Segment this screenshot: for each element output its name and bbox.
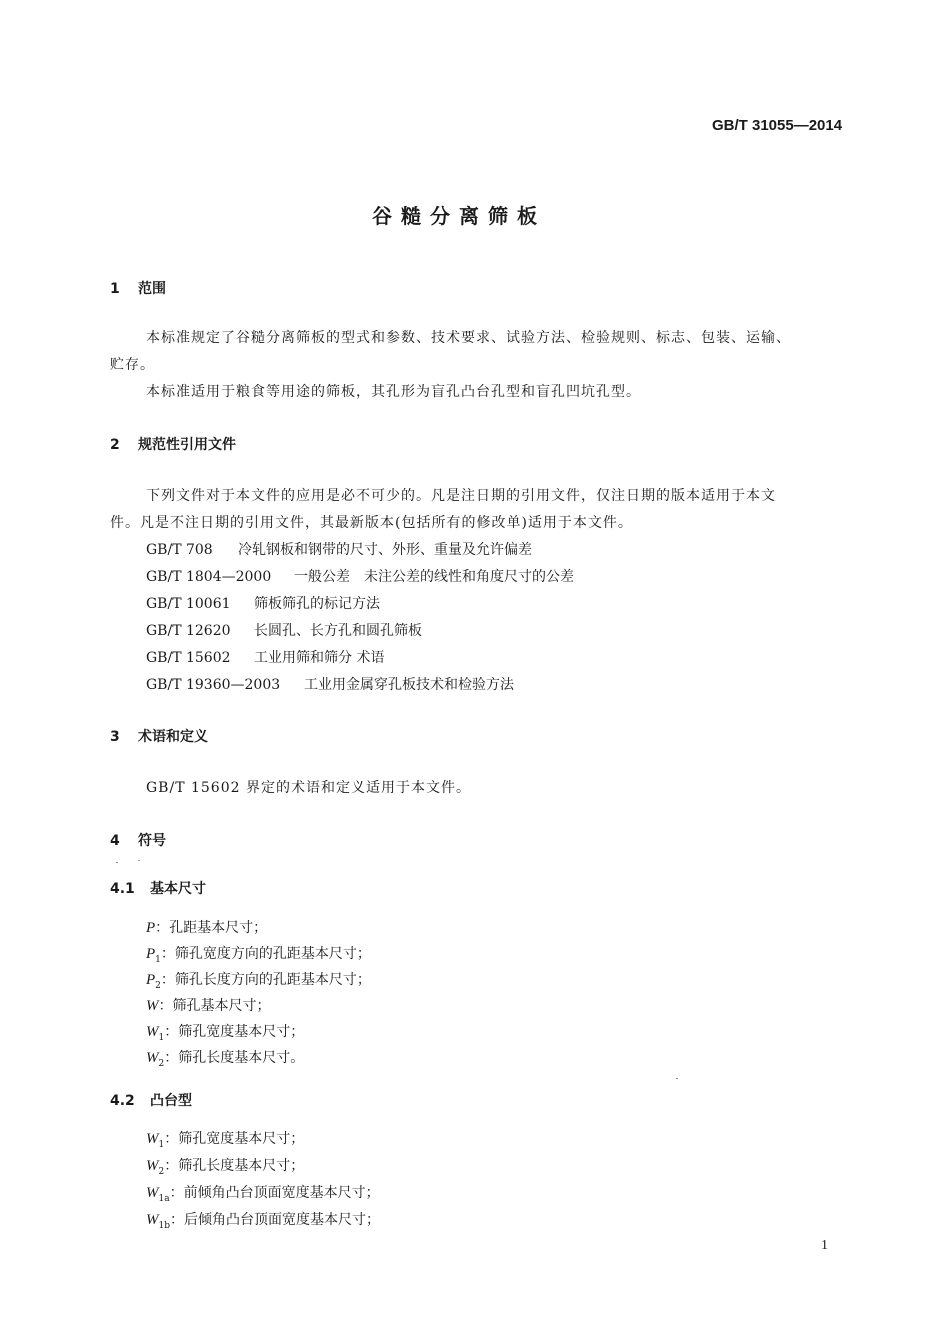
symbol-description: ：前倾角凸台顶面宽度基本尺寸； [169, 1185, 380, 1201]
reference-item [146, 620, 422, 640]
symbol-description: ：后倾角凸台顶面宽度基本尺寸； [170, 1212, 380, 1228]
section-title: 规范性引用文件 [138, 437, 236, 453]
symbol-description: ：筛孔宽度方向的孔距基本尺寸； [160, 946, 371, 962]
standard-code: GB/T 31055—2014 [712, 117, 843, 134]
symbol-subscript: 1a [158, 1193, 170, 1204]
symbol-item [146, 1155, 304, 1177]
scan-speck [676, 1078, 678, 1079]
symbol: W [146, 1131, 159, 1147]
section-number: 3 [110, 729, 120, 745]
paragraph: 本标准适用于粮食等用途的筛板，其孔形为盲孔凸台孔型和盲孔凹坑孔型。 [146, 384, 641, 400]
symbol-item [146, 969, 371, 991]
section-title: 符号 [138, 833, 166, 849]
reference-item [146, 674, 514, 694]
reference-title: 筛板筛孔的标记方法 [254, 596, 380, 612]
symbol: W [146, 1185, 159, 1201]
symbol-item [146, 1128, 304, 1150]
symbol-description: ：孔距基本尺寸； [155, 920, 268, 936]
section-title: 范围 [138, 281, 166, 297]
subsection-title: 凸台型 [150, 1093, 192, 1109]
reference-code: GB/T 1804—2000 [146, 569, 272, 585]
scan-speck [138, 860, 140, 861]
reference-code: GB/T 708 [146, 542, 213, 558]
symbol-subscript: 2 [155, 980, 161, 991]
reference-item [146, 566, 574, 586]
reference-title: 冷轧钢板和钢带的尺寸、外形、重量及允许偏差 [238, 542, 532, 558]
reference-item [146, 593, 380, 613]
reference-code: GB/T 10061 [146, 596, 231, 612]
reference-code: GB/T 15602 [146, 650, 231, 666]
symbol-item [146, 943, 371, 965]
paragraph: 本标准规定了谷糙分离筛板的型式和参数、技术要求、试验方法、检验规则、标志、包装、运输、 [146, 330, 791, 346]
symbol: P [146, 946, 156, 962]
reference-item [146, 539, 532, 559]
symbol-item [146, 1021, 304, 1043]
symbol-item [146, 1209, 380, 1231]
paragraph: 贮存。 [110, 357, 155, 373]
symbol-subscript: 2 [158, 1166, 165, 1177]
subsection-number: 4.2 [110, 1093, 135, 1109]
symbol-subscript: 1 [155, 954, 161, 965]
symbol-subscript: 1 [158, 1139, 165, 1150]
symbol: P [146, 972, 156, 988]
symbol-description: ：筛孔长度基本尺寸； [164, 1158, 305, 1174]
subsection-4-1-heading [110, 878, 206, 898]
subsection-title: 基本尺寸 [150, 881, 206, 897]
section-number: 2 [110, 437, 120, 453]
scan-speck [116, 862, 118, 863]
symbol-item [146, 1182, 380, 1204]
symbol-description: ：筛孔长度基本尺寸。 [164, 1050, 305, 1066]
symbol: W [146, 998, 159, 1014]
subsection-number: 4.1 [110, 881, 135, 897]
document-title: 谷糙分离筛板 [372, 204, 546, 228]
section-title: 术语和定义 [138, 729, 208, 745]
paragraph: 下列文件对于本文件的应用是必不可少的。凡是注日期的引用文件，仅注日期的版本适用于本文 [146, 488, 776, 504]
symbol: W [146, 1212, 159, 1228]
symbol-item [146, 995, 271, 1017]
paragraph: 件。凡是不注日期的引用文件，其最新版本(包括所有的修改单)适用于本文件。 [110, 515, 633, 531]
symbol-subscript: 1b [158, 1220, 170, 1231]
reference-title: 工业用金属穿孔板技术和检验方法 [304, 677, 514, 693]
symbol: W [146, 1024, 159, 1040]
reference-title: 一般公差 未注公差的线性和角度尺寸的公差 [294, 569, 574, 585]
reference-title: 长圆孔、长方孔和圆孔筛板 [254, 623, 422, 639]
symbol: P [146, 920, 156, 936]
reference-item [146, 647, 384, 667]
section-4-heading [110, 830, 166, 850]
symbol: W [146, 1158, 159, 1174]
reference-title: 工业用筛和筛分 术语 [254, 650, 385, 666]
symbol-description: ：筛孔宽度基本尺寸； [164, 1131, 305, 1147]
page-number: 1 [821, 1238, 828, 1253]
section-1-heading [110, 278, 166, 298]
symbol-item [146, 1047, 304, 1069]
symbol: W [146, 1050, 159, 1066]
symbol-subscript: 2 [158, 1058, 165, 1069]
section-3-heading [110, 726, 208, 746]
symbol-description: ：筛孔基本尺寸； [158, 998, 271, 1014]
symbol-description: ：筛孔长度方向的孔距基本尺寸； [160, 972, 371, 988]
symbol-item [146, 917, 267, 939]
section-number: 4 [110, 833, 120, 849]
section-number: 1 [110, 281, 120, 297]
symbol-description: ：筛孔宽度基本尺寸； [164, 1024, 305, 1040]
paragraph: GB/T 15602 界定的术语和定义适用于本文件。 [146, 780, 471, 796]
subsection-4-2-heading [110, 1090, 192, 1110]
reference-code: GB/T 19360—2003 [146, 677, 281, 693]
reference-code: GB/T 12620 [146, 623, 231, 639]
symbol-subscript: 1 [158, 1032, 165, 1043]
section-2-heading [110, 434, 236, 454]
